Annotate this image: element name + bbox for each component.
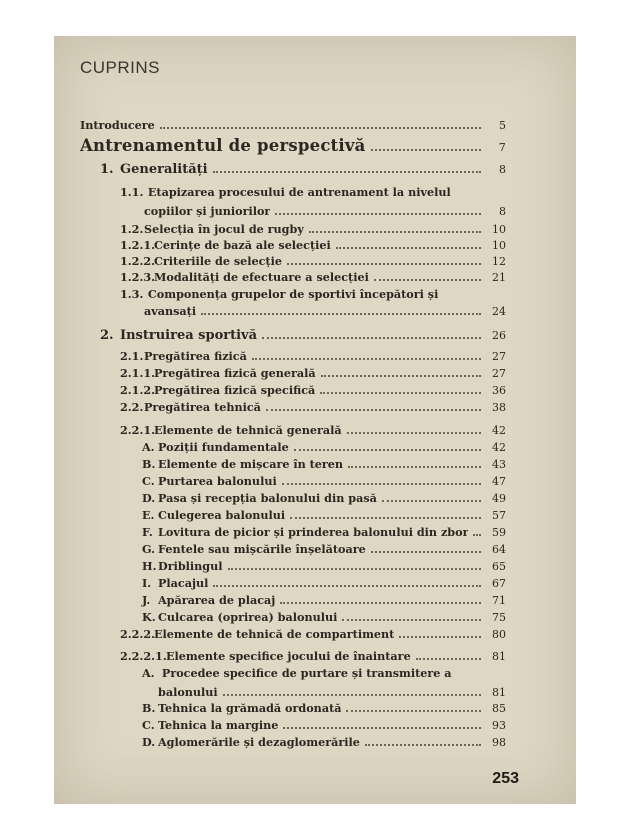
toc-entry	[142, 593, 506, 607]
toc-entry-page: 85	[492, 702, 506, 715]
dot-leader	[290, 517, 481, 519]
dot-leader	[252, 358, 481, 360]
toc-entry-title: Tehnica la grămadă ordonată	[158, 701, 342, 715]
toc-entry-page: 43	[492, 458, 506, 471]
toc-entry	[142, 440, 506, 454]
toc-entry-page: 64	[492, 543, 506, 556]
toc-entry-number: 2.1.1.	[120, 366, 156, 380]
toc-entry-page: 26	[492, 329, 506, 342]
toc-entry-page: 7	[498, 141, 506, 154]
toc-entry-page: 21	[492, 271, 506, 284]
toc-entry-title: Antrenamentul de perspectivă	[80, 136, 366, 155]
toc-entry-page: 93	[492, 719, 506, 732]
toc-entry-number: 1.2.3.	[120, 270, 156, 284]
toc-entry-page: 81	[492, 650, 506, 663]
toc-entry-page: 47	[492, 475, 506, 488]
toc-entry	[142, 576, 506, 590]
toc-entry-first-line	[142, 666, 514, 680]
toc-entry-page: 42	[492, 441, 506, 454]
toc-entry-title: Criteriile de selecție	[154, 254, 282, 268]
toc-entry-first-line	[120, 185, 514, 199]
toc-entry-number: 2.2.2.	[120, 627, 156, 641]
toc-entry-number: 2.2.	[120, 400, 144, 414]
toc-entry-page: 5	[499, 119, 506, 132]
toc-entry-introducere	[80, 118, 506, 132]
toc-entry-page: 98	[492, 736, 506, 749]
dot-leader	[228, 568, 481, 570]
page-heading: CUPRINS	[80, 58, 161, 77]
toc-entry	[120, 254, 506, 268]
toc-entry-title: Purtarea balonului	[158, 474, 277, 488]
toc-entry-page: 80	[492, 628, 506, 641]
toc-entry-title: Culcarea (oprirea) balonului	[158, 610, 338, 624]
toc-entry-number: K.	[142, 610, 156, 624]
toc-entry-page: 75	[492, 611, 506, 624]
toc-entry-title: Pregătirea fizică specifică	[154, 383, 316, 397]
dot-leader	[365, 744, 481, 746]
toc-entry-number: G.	[142, 542, 156, 556]
toc-entry	[142, 559, 506, 573]
toc-entry-number: 2.1.2.	[120, 383, 156, 397]
toc-chapter	[100, 162, 506, 177]
toc-entry-number: C.	[142, 718, 155, 732]
toc-entry-number: 1.2.2.	[120, 254, 156, 268]
dot-leader	[213, 171, 481, 173]
dot-leader	[347, 432, 481, 434]
toc-entry-title: Componența grupelor de sportivi începători și	[147, 287, 439, 301]
toc-entry-page: 10	[492, 239, 506, 252]
toc-entry-title: Poziții fundamentale	[158, 440, 289, 454]
toc-chapter	[100, 328, 506, 343]
toc-entry-title: Elemente specifice jocului de înaintare	[166, 649, 411, 663]
page-number: 253	[492, 770, 519, 787]
toc-entry-page: 59	[492, 526, 506, 539]
toc-entry-number: C.	[142, 474, 155, 488]
dot-leader	[283, 727, 481, 729]
toc-entry-page: 42	[492, 424, 506, 437]
dot-leader	[336, 247, 481, 249]
dot-leader	[371, 149, 481, 151]
toc-entry-page: 27	[492, 350, 506, 363]
toc-entry-title: Pregătirea fizică generală	[154, 366, 316, 380]
toc-entry-page: 24	[492, 305, 506, 318]
toc-entry	[142, 525, 506, 539]
toc-entry-title: Pasa și recepția balonului din pasă	[158, 491, 377, 505]
toc-entry-title: Elemente de mișcare în teren	[158, 457, 344, 471]
toc-entry-title: Elemente de tehnică generală	[154, 423, 342, 437]
toc-entry	[142, 491, 506, 505]
toc-entry-title: Instruirea sportivă	[120, 328, 258, 343]
toc-entry	[120, 222, 506, 236]
toc-entry-number: 2.2.1.	[120, 423, 156, 437]
dot-leader	[348, 466, 481, 468]
toc-entry-page: 81	[492, 686, 506, 699]
toc-entry-title: Introducere	[80, 118, 155, 132]
toc-entry-continuation	[144, 304, 506, 318]
toc-entry-title: Generalități	[120, 162, 208, 177]
toc-entry	[120, 423, 506, 437]
toc-entry	[142, 508, 506, 522]
dot-leader	[282, 483, 481, 485]
toc-entry-page: 65	[492, 560, 506, 573]
dot-leader	[342, 619, 481, 621]
toc-entry-number: 2.1.	[120, 349, 144, 363]
toc-entry-number: E.	[142, 508, 155, 522]
dot-leader	[374, 279, 481, 281]
toc-entry-page: 38	[492, 401, 506, 414]
dot-leader	[201, 313, 481, 315]
dot-leader	[266, 409, 481, 411]
toc-entry	[142, 457, 506, 471]
toc-entry-title: Modalități de efectuare a selecției	[154, 270, 369, 284]
toc-entry-number: 1.3.	[120, 287, 144, 301]
toc-entry-number: H.	[142, 559, 157, 573]
toc-entry-page: 71	[492, 594, 506, 607]
dot-leader	[399, 636, 481, 638]
toc-entry-title: Lovitura de picior și prinderea balonului din zbor	[157, 525, 469, 539]
toc-entry-title: Etapizarea procesului de antrenament la nivelul	[147, 185, 451, 199]
toc-entry-continuation	[158, 685, 506, 699]
toc-entry-number: 1.	[100, 162, 114, 177]
toc-entry-title: Selecția în jocul de rugby	[144, 222, 304, 236]
toc-entry-title: Culegerea balonului	[158, 508, 286, 522]
dot-leader	[473, 534, 481, 536]
toc-entry-number: J.	[142, 593, 151, 607]
toc-entry-title: Aglomerările și dezaglomerările	[158, 735, 360, 749]
toc-entry-number: D.	[142, 735, 156, 749]
toc-entry-page: 10	[492, 223, 506, 236]
toc-entry-continuation	[144, 204, 506, 218]
toc-entry-first-line	[120, 287, 514, 301]
dot-leader	[287, 263, 481, 265]
dot-leader	[371, 551, 481, 553]
toc-entry-page: 8	[499, 163, 506, 176]
dot-leader	[262, 337, 481, 339]
toc-entry-title: Elemente de tehnică de compartiment	[154, 627, 395, 641]
dot-leader	[160, 127, 481, 129]
dot-leader	[321, 375, 481, 377]
toc-entry-title: Apărarea de placaj	[158, 593, 276, 607]
dot-leader	[213, 585, 481, 587]
dot-leader	[382, 500, 481, 502]
toc-entry-page: 57	[492, 509, 506, 522]
toc-entry-page: 8	[499, 205, 506, 218]
toc-entry-title: Procedee specifice de purtare și transmitere a	[161, 666, 452, 680]
toc-entry	[142, 610, 506, 624]
toc-entry	[120, 238, 506, 252]
toc-entry-title-continued: avansați	[144, 304, 197, 318]
toc-entry-title: Fentele sau mișcările înșelătoare	[158, 542, 366, 556]
dot-leader	[320, 392, 481, 394]
toc-entry	[142, 718, 506, 732]
toc-entry-number: F.	[142, 525, 153, 539]
dot-leader	[280, 602, 481, 604]
dot-leader	[416, 658, 481, 660]
dot-leader	[346, 710, 481, 712]
toc-entry	[120, 270, 506, 284]
dot-leader	[294, 449, 481, 451]
toc-entry-number: I.	[142, 576, 152, 590]
toc-entry	[120, 649, 506, 663]
toc-entry-title: Driblingul	[158, 559, 223, 573]
toc-entry-page: 67	[492, 577, 506, 590]
toc-entry-number: 1.1.	[120, 185, 144, 199]
toc-entry-page: 36	[492, 384, 506, 397]
toc-entry	[120, 627, 506, 641]
toc-entry-page: 12	[492, 255, 506, 268]
toc-entry-number: 1.2.	[120, 222, 144, 236]
toc-entry-title: Placajul	[158, 576, 209, 590]
toc-entry	[120, 349, 506, 363]
toc-entry	[142, 542, 506, 556]
toc-entry-number: B.	[142, 701, 156, 715]
toc-entry-number: 2.2.2.1.	[120, 649, 167, 663]
toc-entry-number: 2.	[100, 328, 114, 343]
book-page	[54, 36, 576, 804]
toc-entry-page: 27	[492, 367, 506, 380]
toc-entry	[142, 701, 506, 715]
toc-entry-number: 1.2.1.	[120, 238, 156, 252]
toc-entry-title-continued: copiilor și juniorilor	[144, 204, 271, 218]
toc-entry-number: A.	[142, 440, 155, 454]
toc-entry-number: D.	[142, 491, 156, 505]
toc-entry-number: A.	[142, 666, 155, 680]
toc-entry	[142, 735, 506, 749]
toc-entry-title: Cerințe de bază ale selecției	[154, 238, 331, 252]
dot-leader	[275, 213, 481, 215]
toc-entry	[120, 383, 506, 397]
toc-entry-title: Tehnica la margine	[158, 718, 279, 732]
toc-entry	[120, 400, 506, 414]
dot-leader	[309, 231, 481, 233]
toc-entry-number: B.	[142, 457, 156, 471]
toc-part-title	[80, 136, 506, 155]
toc-entry	[120, 366, 506, 380]
toc-entry-title: Pregătirea fizică	[144, 349, 247, 363]
toc-entry-title: Pregătirea tehnică	[144, 400, 261, 414]
toc-entry	[142, 474, 506, 488]
dot-leader	[223, 694, 481, 696]
toc-entry-page: 49	[492, 492, 506, 505]
toc-entry-title-continued: balonului	[158, 685, 218, 699]
